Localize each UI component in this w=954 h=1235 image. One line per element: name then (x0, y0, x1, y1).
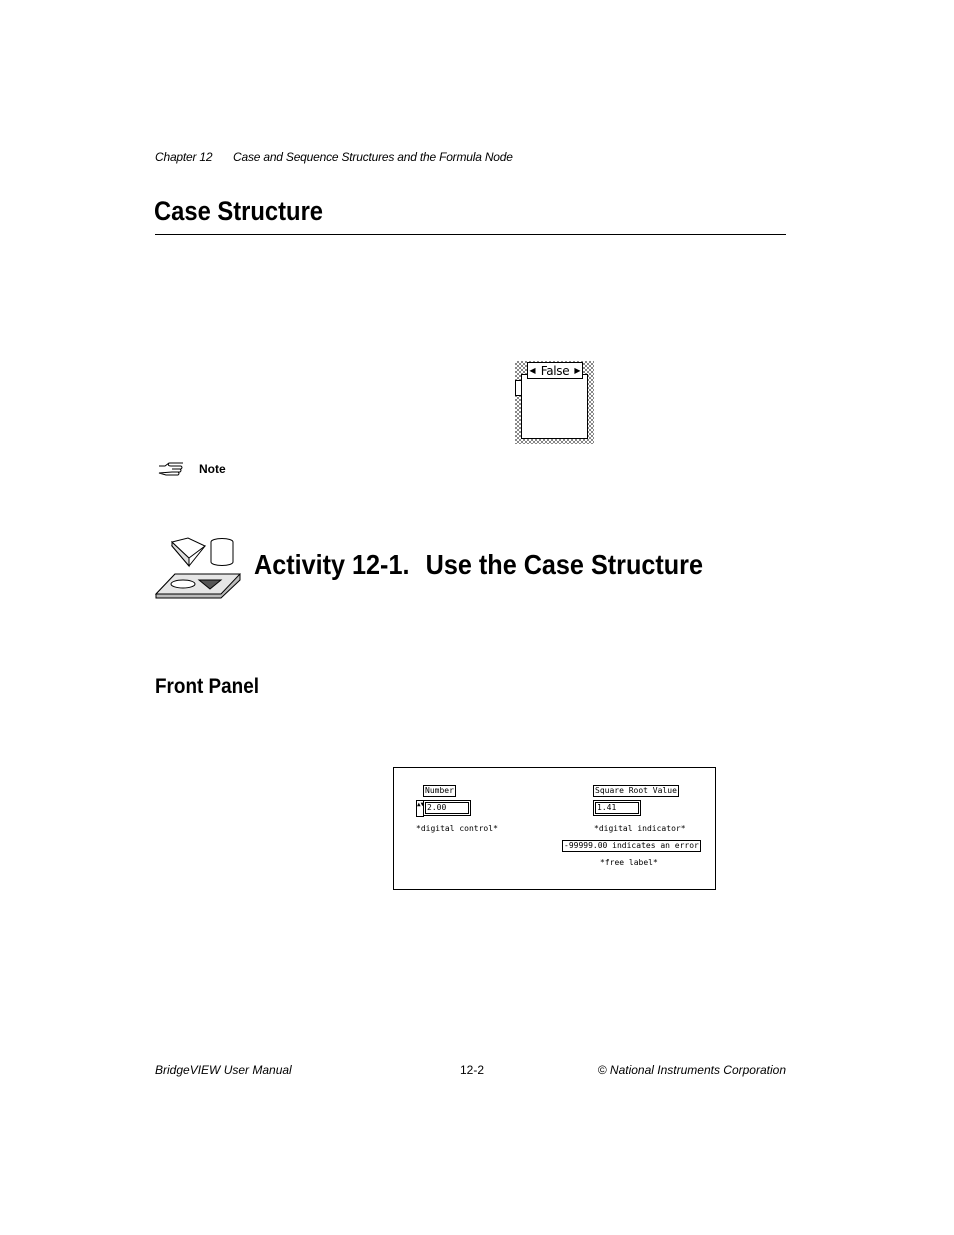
activity-heading (254, 549, 703, 581)
activity-icon (155, 536, 241, 600)
note-label: Note (199, 462, 226, 476)
footer-manual-title: BridgeVIEW User Manual (155, 1063, 292, 1077)
footer-page-number: 12-2 (460, 1063, 485, 1077)
number-label: Number (425, 786, 454, 795)
running-header (155, 150, 513, 164)
decrement-arrow-icon: ◀ (529, 366, 536, 375)
front-panel-figure (393, 767, 716, 890)
indicator-caption: *digital indicator* (594, 824, 686, 833)
case-structure-figure (515, 361, 594, 444)
footer-copyright: © National Instruments Corporation (597, 1063, 786, 1077)
chapter-number: Chapter 12 (155, 150, 213, 164)
case-selector-label: False (540, 363, 570, 378)
square-root-indicator: 1.41 (595, 802, 639, 814)
pointing-hand-icon (157, 460, 187, 478)
increment-arrow-icon: ▶ (574, 366, 581, 375)
error-free-label: -99999.00 indicates an error (564, 841, 699, 850)
chapter-title: Case and Sequence Structures and the Formula Node (233, 150, 513, 164)
activity-number: Activity 12-1. (254, 549, 410, 580)
free-label-caption: *free label* (600, 858, 658, 867)
case-selector (527, 362, 583, 379)
selector-terminal (515, 380, 522, 396)
square-root-label: Square Root Value (595, 786, 677, 795)
case-structure-diagram-area (521, 374, 588, 439)
increment-decrement-icon: ▲▼ (416, 800, 424, 817)
number-control: 2.00 (425, 802, 469, 814)
control-caption: *digital control* (416, 824, 498, 833)
activity-title: Use the Case Structure (425, 549, 703, 580)
heading-rule (155, 234, 786, 235)
section-heading: Case Structure (154, 196, 324, 226)
subsection-heading: Front Panel (155, 675, 259, 698)
